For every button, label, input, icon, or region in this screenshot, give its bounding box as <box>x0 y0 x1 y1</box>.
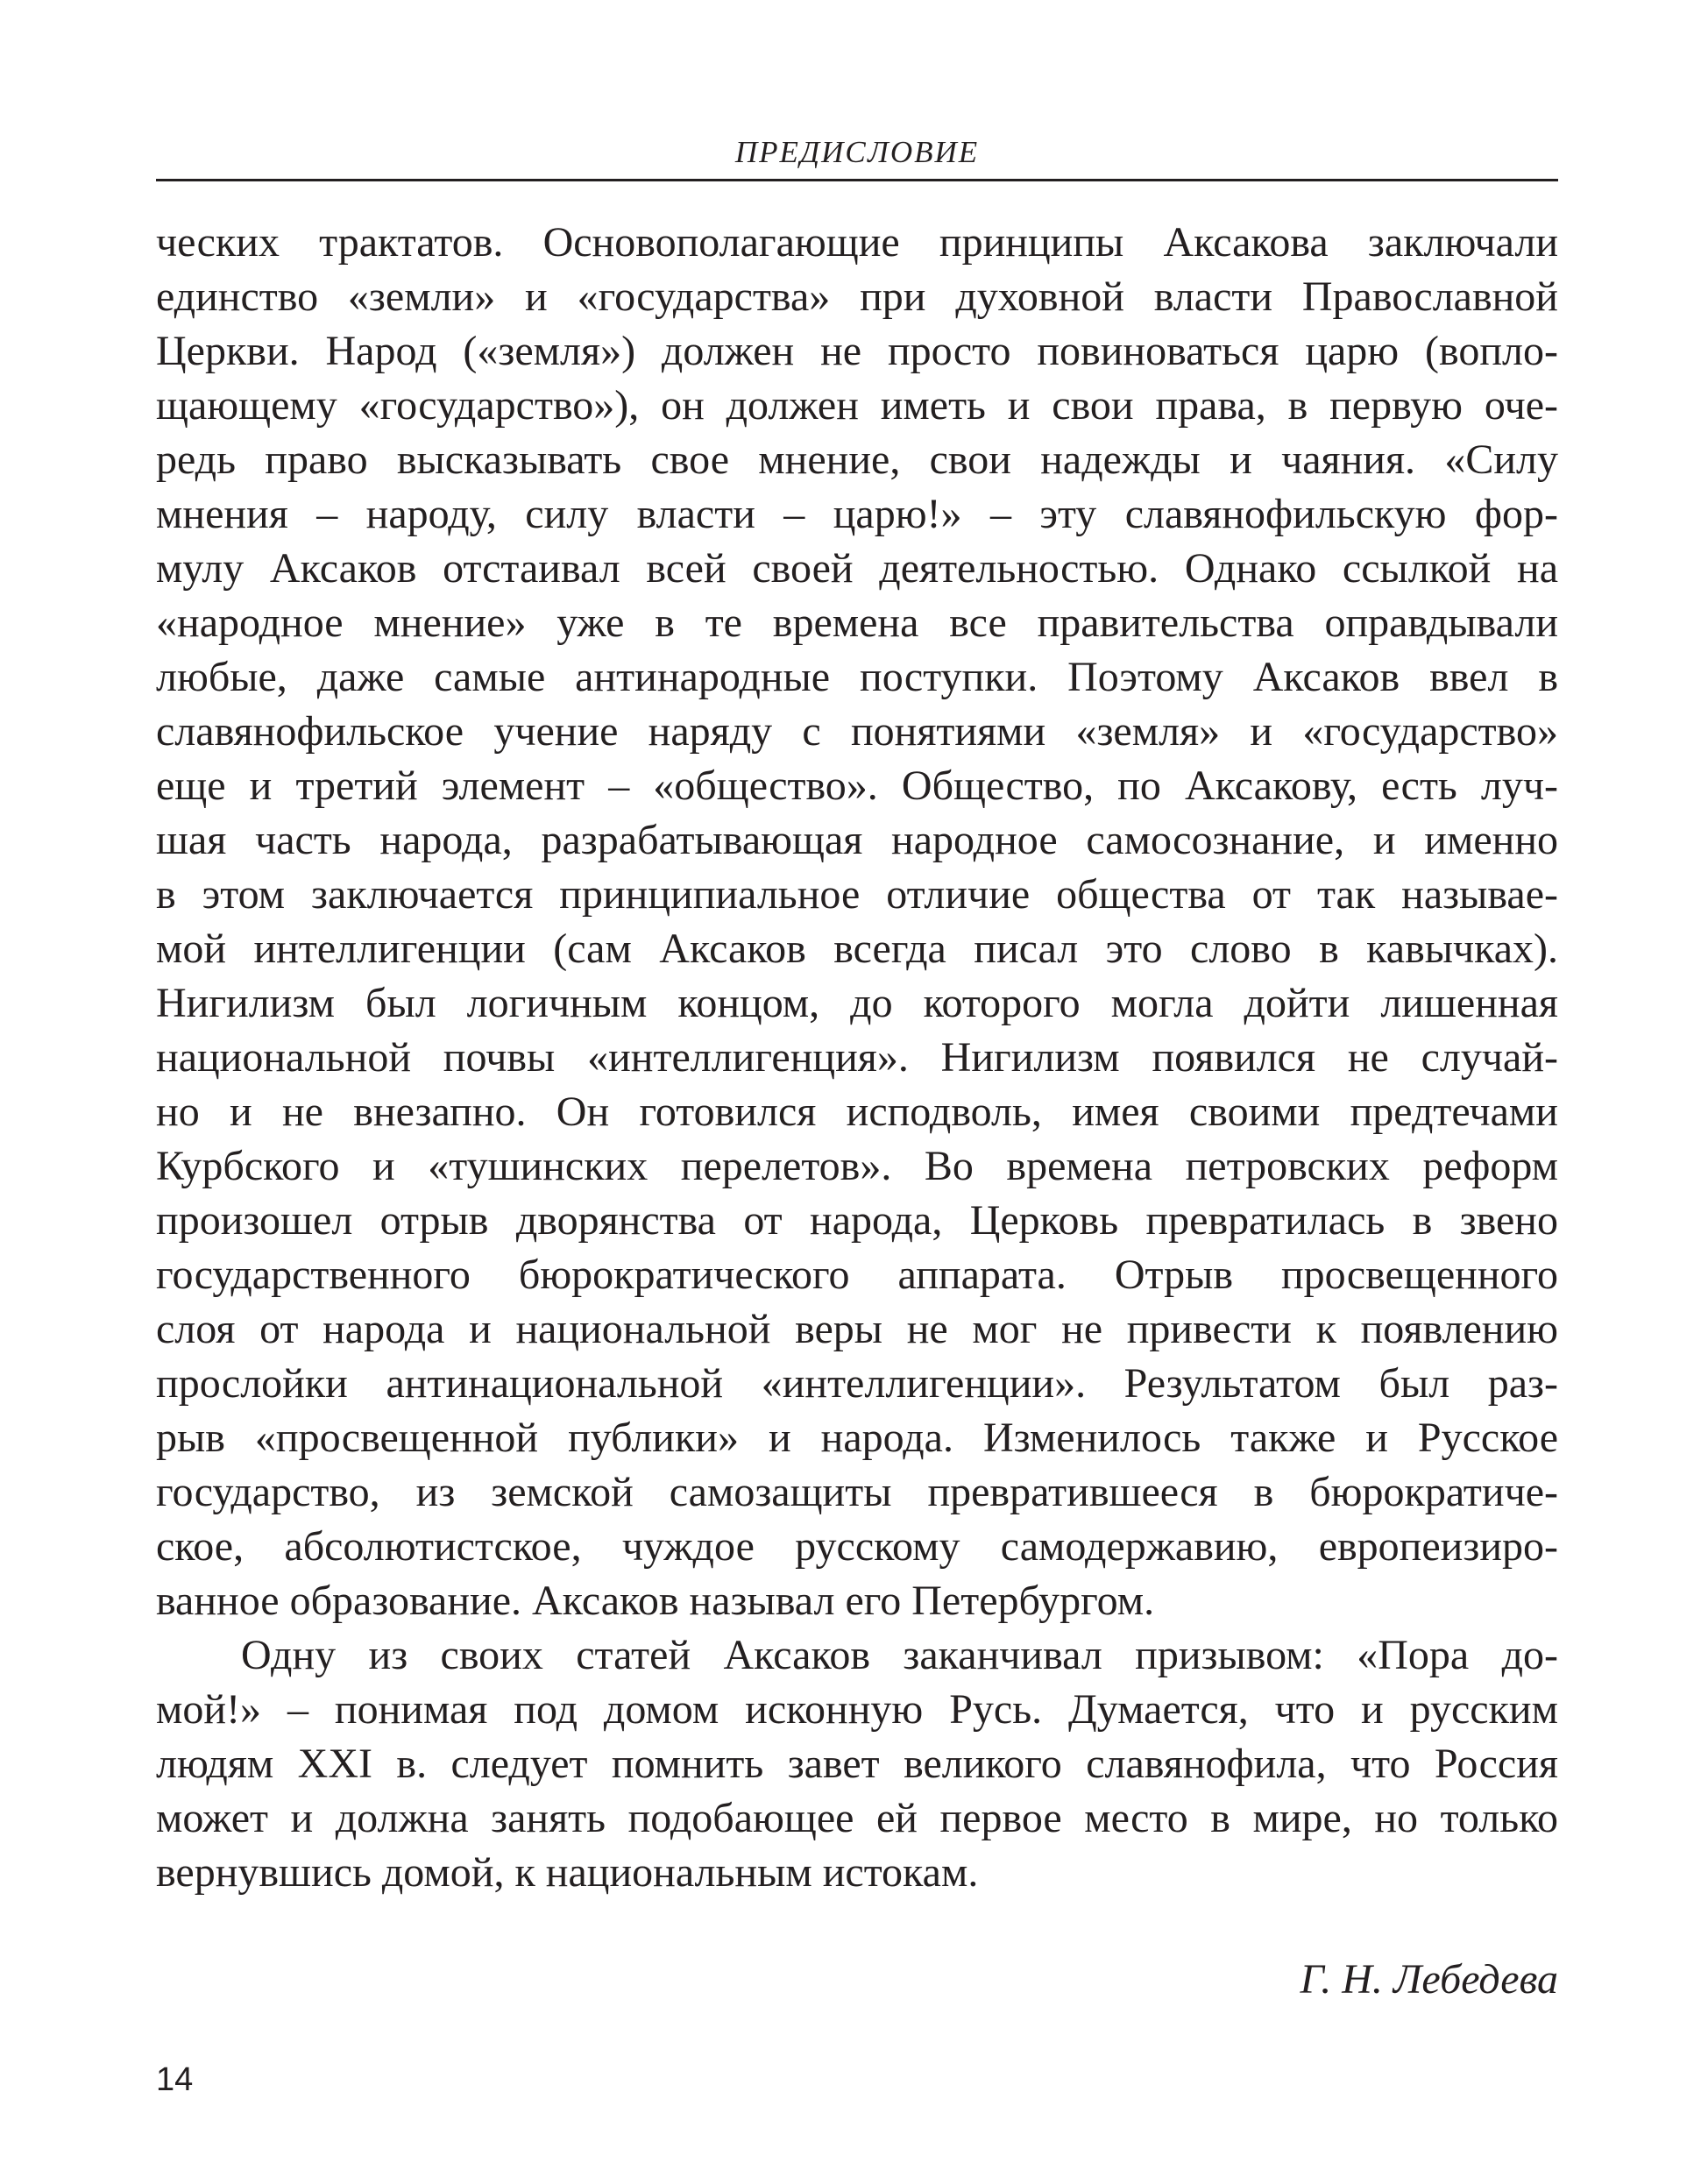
text-line: но и не внезапно. Он готовился исподволь, имея своими предтечами <box>156 1088 1558 1135</box>
text-line: вернувшись домой, к национальным истокам. <box>156 1849 979 1896</box>
text-line: мой интеллигенции (сам Аксаков всегда писал это слово в кавычках). <box>156 925 1558 972</box>
text-line: людям XXI в. следует помнить завет великого славянофила, что Россия <box>156 1741 1558 1787</box>
text-line: рыв «просвещенной публики» и народа. Изменилось также и Русское <box>156 1415 1558 1461</box>
text-line: слоя от народа и национальной веры не мог не привести к появлению <box>156 1306 1558 1352</box>
text-line: шая часть народа, разрабатывающая народное самосознание, и именно <box>156 817 1558 863</box>
text-line: единство «земли» и «государства» при духовной власти Православной <box>156 273 1558 320</box>
text-line: любые, даже самые антинародные поступки. Поэтому Аксаков ввел в <box>156 654 1558 700</box>
text-line: Курбского и «тушинских перелетов». Во времена петровских реформ <box>156 1143 1558 1189</box>
paragraph-2 <box>156 1628 1558 1900</box>
text-line: Нигилизм был логичным концом, до которого могла дойти лишенная <box>156 980 1558 1026</box>
text-line: государство, из земской самозащиты превратившееся в бюрократиче- <box>156 1469 1558 1515</box>
text-line: еще и третий элемент – «общество». Общество, по Аксакову, есть луч- <box>156 762 1558 809</box>
text-line: мулу Аксаков отстаивал всей своей деятельностью. Однако ссылкой на <box>156 545 1558 592</box>
text-line: Церкви. Народ («земля») должен не просто повиноваться царю (вопло- <box>156 328 1558 374</box>
text-line: в этом заключается принципиальное отличие общества от так называе- <box>156 871 1558 918</box>
text-line: ское, абсолютистское, чуждое русскому самодержавию, европеизиро- <box>156 1523 1558 1570</box>
text-line: государственного бюрократического аппарата. Отрыв просвещенного <box>156 1252 1558 1298</box>
page-number: 14 <box>156 2061 194 2098</box>
text-line: ванное образование. Аксаков называл его Петербургом. <box>156 1578 1155 1624</box>
header-rule <box>156 179 1558 181</box>
text-line: мнения – народу, силу власти – царю!» – эту славянофильскую фор- <box>156 491 1558 537</box>
text-line: мой!» – понимая под домом исконную Русь. Думается, что и русским <box>156 1686 1558 1733</box>
text-line: редь право высказывать свое мнение, свои надежды и чаяния. «Силу <box>156 436 1558 483</box>
text-line: Одну из своих статей Аксаков заканчивал призывом: «Пора до- <box>241 1632 1558 1678</box>
text-line: может и должна занять подобающее ей первое место в мире, но только <box>156 1795 1558 1841</box>
text-line: щающему «государство»), он должен иметь и свои права, в первую оче- <box>156 382 1558 429</box>
text-line: славянофильское учение наряду с понятиями «земля» и «государство» <box>156 708 1558 755</box>
text-line: ческих трактатов. Основополагающие принципы Аксакова заключали <box>156 219 1558 266</box>
body-text <box>156 216 1558 1900</box>
text-line: «народное мнение» уже в те времена все правительства оправдывали <box>156 599 1558 646</box>
text-line: национальной почвы «интеллигенция». Нигилизм появился не случай- <box>156 1034 1558 1081</box>
running-head: ПРЕДИСЛОВИЕ <box>734 135 980 169</box>
text-line: прослойки антинациональной «интеллигенции». Результатом был раз- <box>156 1360 1558 1407</box>
paragraph-1 <box>156 216 1558 1628</box>
author-signature: Г. Н. Лебедева <box>1300 1956 1558 2003</box>
text-line: произошел отрыв дворянства от народа, Церковь превратилась в звено <box>156 1197 1558 1244</box>
